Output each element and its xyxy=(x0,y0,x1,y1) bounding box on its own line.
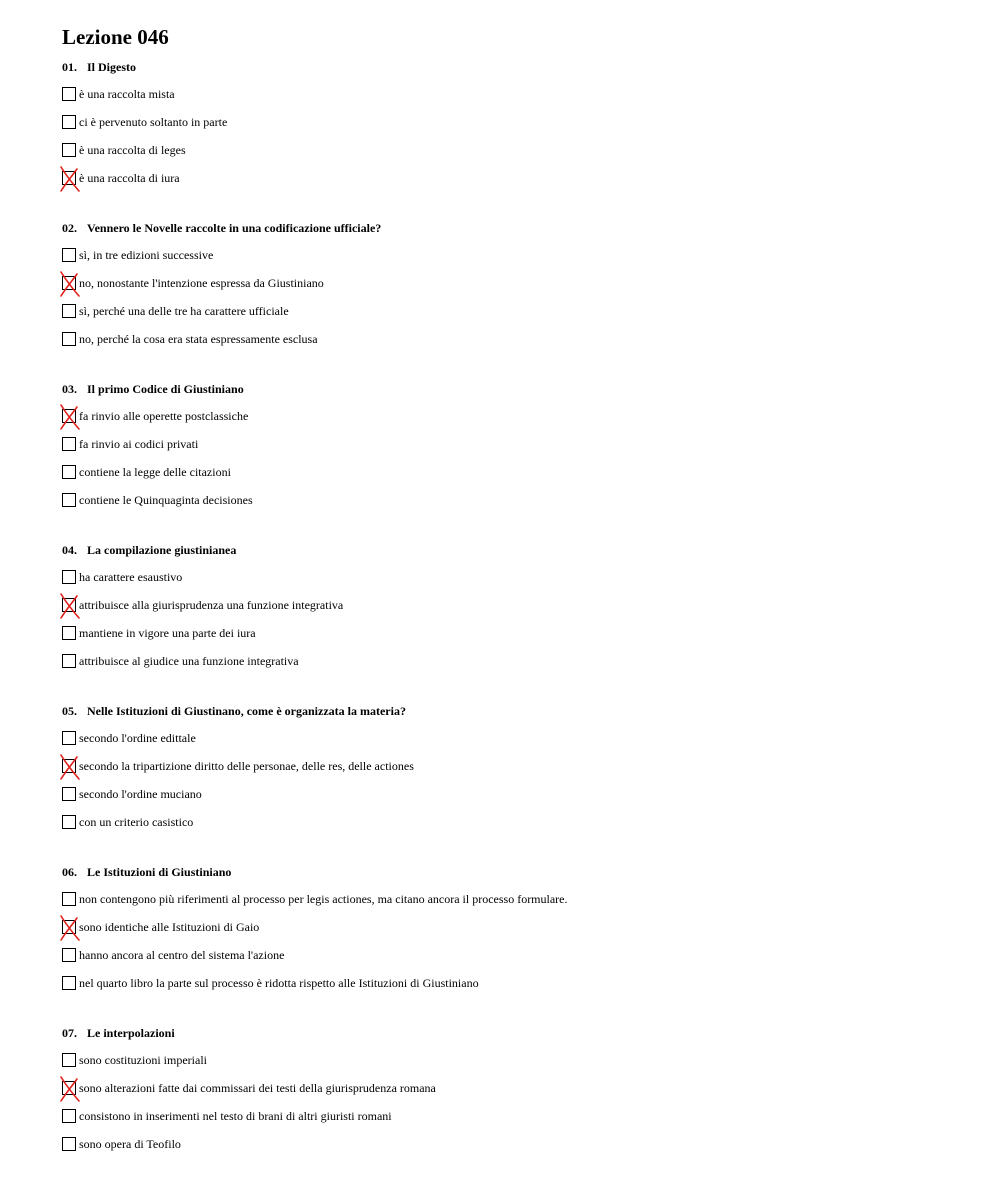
x-mark-icon xyxy=(59,404,81,430)
answer-option-text: secondo l'ordine edittale xyxy=(79,731,196,745)
checkbox[interactable] xyxy=(62,731,76,745)
question-text: Il primo Codice di Giustiniano xyxy=(87,382,244,396)
answer-option-text: attribuisce alla giurisprudenza una funzione integrativa xyxy=(79,598,344,612)
question-number: 02. xyxy=(62,221,77,235)
question-1 xyxy=(62,60,962,211)
answer-option[interactable] xyxy=(62,569,962,597)
answer-option[interactable] xyxy=(62,170,962,198)
checkbox[interactable] xyxy=(62,626,76,640)
answer-option[interactable] xyxy=(62,1052,962,1080)
page-title: Lezione 046 xyxy=(62,25,169,49)
answer-option-text: è una raccolta di leges xyxy=(79,143,186,157)
answer-option-text: è una raccolta di iura xyxy=(79,171,180,185)
answer-option[interactable] xyxy=(62,653,962,681)
question-number: 07. xyxy=(62,1026,77,1040)
question-heading xyxy=(62,382,962,396)
answer-option-text: secondo la tripartizione diritto delle personae, delle res, delle actiones xyxy=(79,759,414,773)
question-text: Le Istituzioni di Giustiniano xyxy=(87,865,232,879)
answer-option-text: sono costituzioni imperiali xyxy=(79,1053,207,1067)
answer-option[interactable] xyxy=(62,303,962,331)
answer-option[interactable] xyxy=(62,114,962,142)
answer-option[interactable] xyxy=(62,464,962,492)
checkbox[interactable] xyxy=(62,332,76,346)
question-number: 03. xyxy=(62,382,77,396)
answer-option-text: contiene la legge delle citazioni xyxy=(79,465,231,479)
x-mark-icon xyxy=(59,754,81,780)
checkbox[interactable] xyxy=(62,248,76,262)
answer-option[interactable] xyxy=(62,142,962,170)
checkbox[interactable] xyxy=(62,1137,76,1151)
question-heading xyxy=(62,865,962,879)
answer-option-text: sì, perché una delle tre ha carattere ufficiale xyxy=(79,304,289,318)
answer-option-text: ha carattere esaustivo xyxy=(79,570,183,584)
answer-option[interactable] xyxy=(62,492,962,520)
question-list xyxy=(62,60,962,1177)
checkbox[interactable] xyxy=(62,493,76,507)
checkbox[interactable] xyxy=(62,304,76,318)
answer-option[interactable] xyxy=(62,247,962,275)
answer-option[interactable] xyxy=(62,436,962,464)
answer-option-text: con un criterio casistico xyxy=(79,815,194,829)
answer-option-text: fa rinvio alle operette postclassiche xyxy=(79,409,249,423)
question-text: Vennero le Novelle raccolte in una codificazione ufficiale? xyxy=(87,221,382,235)
answer-option-text: nel quarto libro la parte sul processo è ridotta rispetto alle Istituzioni di Giustiniano xyxy=(79,976,479,990)
question-heading xyxy=(62,60,962,74)
question-text: Il Digesto xyxy=(87,60,136,74)
checkbox[interactable] xyxy=(62,1109,76,1123)
answer-option[interactable] xyxy=(62,919,962,947)
x-mark-icon xyxy=(59,1076,81,1102)
question-spacer xyxy=(62,198,962,211)
question-4 xyxy=(62,543,962,694)
x-mark-icon xyxy=(59,593,81,619)
answer-option[interactable] xyxy=(62,730,962,758)
answer-option[interactable] xyxy=(62,1136,962,1164)
answer-option[interactable] xyxy=(62,891,962,919)
checkbox-checked[interactable] xyxy=(62,759,76,773)
answer-option-text: no, perché la cosa era stata espressamente esclusa xyxy=(79,332,318,346)
x-mark-icon xyxy=(59,166,81,192)
answer-option-text: fa rinvio ai codici privati xyxy=(79,437,199,451)
checkbox-checked[interactable] xyxy=(62,276,76,290)
question-text: Le interpolazioni xyxy=(87,1026,175,1040)
answer-option[interactable] xyxy=(62,758,962,786)
checkbox[interactable] xyxy=(62,892,76,906)
answer-option-text: sono opera di Teofilo xyxy=(79,1137,181,1151)
answer-option[interactable] xyxy=(62,947,962,975)
answer-option-text: ci è pervenuto soltanto in parte xyxy=(79,115,228,129)
answer-option-text: mantiene in vigore una parte dei iura xyxy=(79,626,256,640)
checkbox-checked[interactable] xyxy=(62,920,76,934)
question-spacer xyxy=(62,681,962,694)
checkbox[interactable] xyxy=(62,976,76,990)
checkbox[interactable] xyxy=(62,948,76,962)
question-text: La compilazione giustinianea xyxy=(87,543,237,557)
question-heading xyxy=(62,221,962,235)
answer-option-text: non contengono più riferimenti al processo per legis actiones, ma citano ancora il processo formulare. xyxy=(79,892,568,906)
checkbox-checked[interactable] xyxy=(62,1081,76,1095)
question-number: 06. xyxy=(62,865,77,879)
x-mark-icon xyxy=(59,915,81,941)
checkbox[interactable] xyxy=(62,143,76,157)
checkbox[interactable] xyxy=(62,815,76,829)
checkbox[interactable] xyxy=(62,465,76,479)
answer-option-text: sì, in tre edizioni successive xyxy=(79,248,214,262)
x-mark-icon xyxy=(59,271,81,297)
answer-option[interactable] xyxy=(62,86,962,114)
answer-option[interactable] xyxy=(62,597,962,625)
answer-option[interactable] xyxy=(62,331,962,359)
answer-option-text: attribuisce al giudice una funzione integrativa xyxy=(79,654,299,668)
checkbox[interactable] xyxy=(62,787,76,801)
question-number: 04. xyxy=(62,543,77,557)
answer-option[interactable] xyxy=(62,975,962,1003)
checkbox[interactable] xyxy=(62,115,76,129)
quiz-page xyxy=(62,24,962,1177)
question-number: 05. xyxy=(62,704,77,718)
question-spacer xyxy=(62,520,962,533)
question-spacer xyxy=(62,1164,962,1177)
checkbox[interactable] xyxy=(62,87,76,101)
question-5 xyxy=(62,704,962,855)
question-spacer xyxy=(62,1003,962,1016)
answer-option-text: sono alterazioni fatte dai commissari dei testi della giurisprudenza romana xyxy=(79,1081,436,1095)
answer-option[interactable] xyxy=(62,625,962,653)
question-spacer xyxy=(62,842,962,855)
checkbox-checked[interactable] xyxy=(62,598,76,612)
question-heading xyxy=(62,704,962,718)
question-7 xyxy=(62,1026,962,1177)
answer-option[interactable] xyxy=(62,1108,962,1136)
question-2 xyxy=(62,221,962,372)
checkbox[interactable] xyxy=(62,1053,76,1067)
question-spacer xyxy=(62,359,962,372)
answer-option-text: hanno ancora al centro del sistema l'azione xyxy=(79,948,285,962)
checkbox-checked[interactable] xyxy=(62,171,76,185)
question-heading xyxy=(62,1026,962,1040)
checkbox[interactable] xyxy=(62,654,76,668)
answer-option-text: no, nonostante l'intenzione espressa da Giustiniano xyxy=(79,276,324,290)
answer-option-text: sono identiche alle Istituzioni di Gaio xyxy=(79,920,260,934)
answer-option[interactable] xyxy=(62,814,962,842)
question-heading xyxy=(62,543,962,557)
checkbox[interactable] xyxy=(62,570,76,584)
answer-option[interactable] xyxy=(62,408,962,436)
checkbox[interactable] xyxy=(62,437,76,451)
question-text: Nelle Istituzioni di Giustinano, come è organizzata la materia? xyxy=(87,704,406,718)
question-3 xyxy=(62,382,962,533)
answer-option[interactable] xyxy=(62,275,962,303)
question-number: 01. xyxy=(62,60,77,74)
answer-option-text: secondo l'ordine muciano xyxy=(79,787,202,801)
answer-option-text: è una raccolta mista xyxy=(79,87,175,101)
checkbox-checked[interactable] xyxy=(62,409,76,423)
answer-option-text: consistono in inserimenti nel testo di brani di altri giuristi romani xyxy=(79,1109,392,1123)
answer-option[interactable] xyxy=(62,786,962,814)
answer-option[interactable] xyxy=(62,1080,962,1108)
answer-option-text: contiene le Quinquaginta decisiones xyxy=(79,493,253,507)
question-6 xyxy=(62,865,962,1016)
